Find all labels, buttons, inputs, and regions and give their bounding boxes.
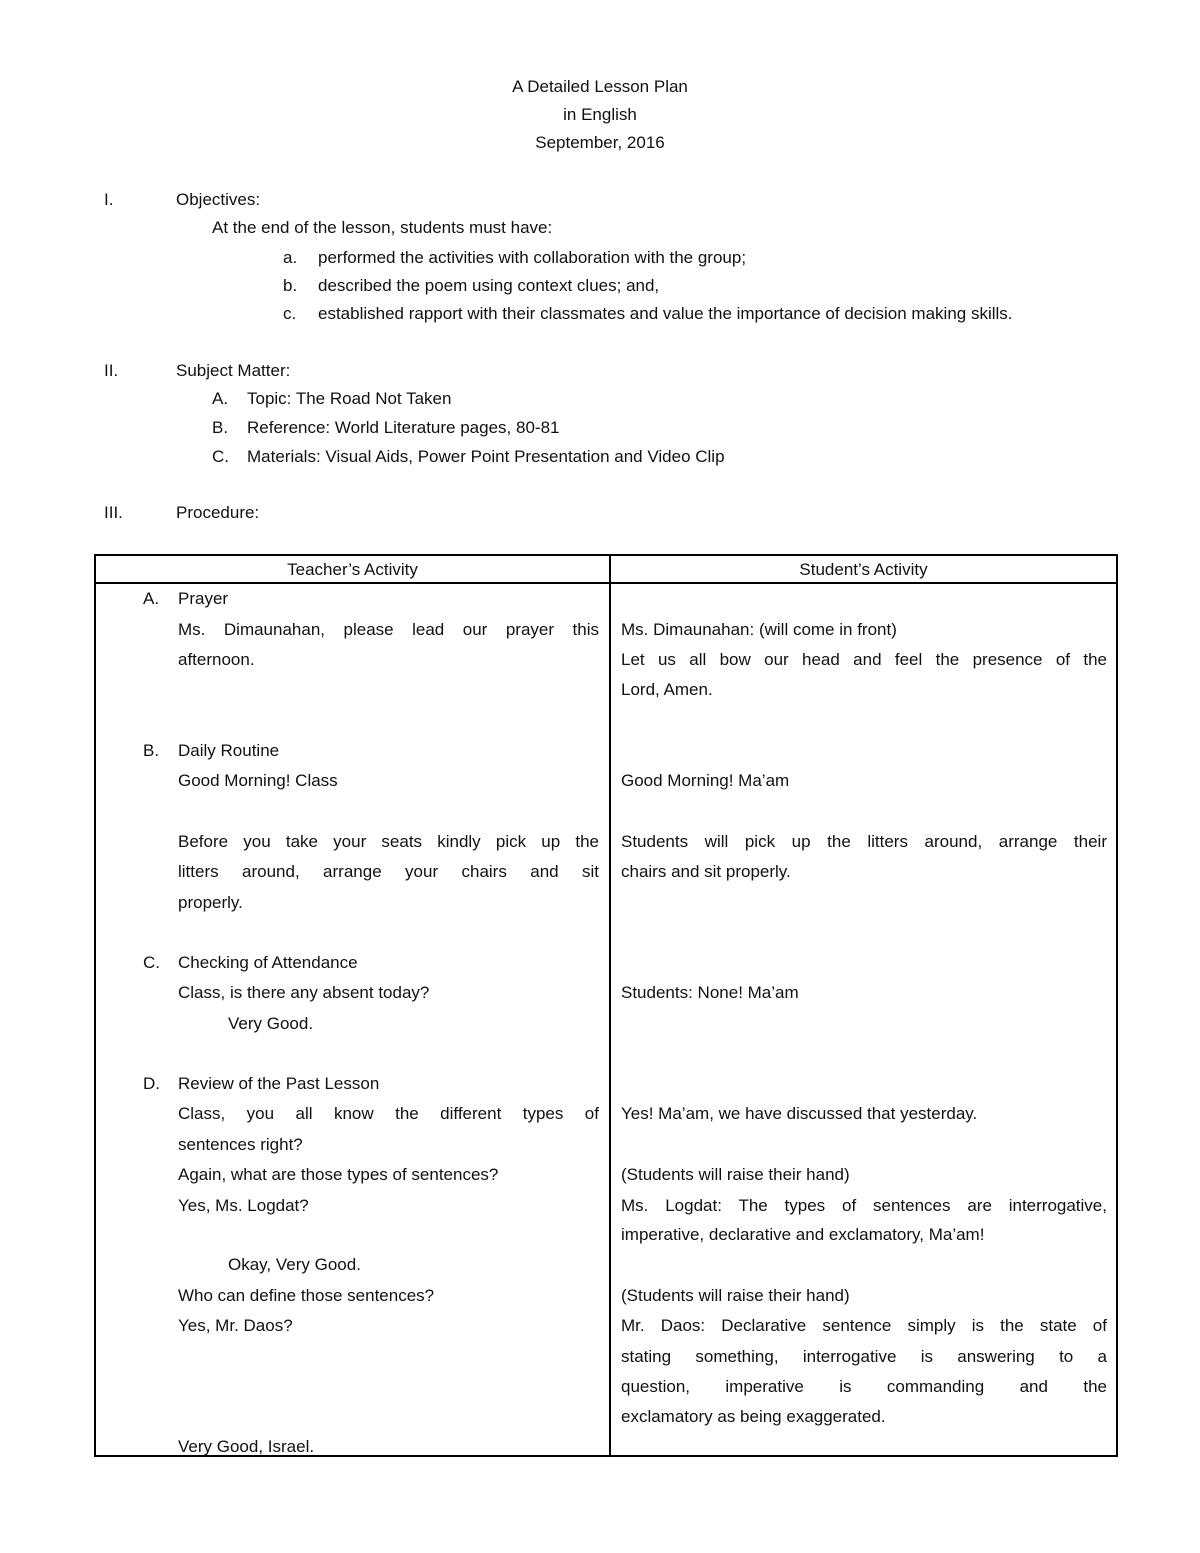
student-line: Students: None! Ma’am	[621, 983, 799, 1002]
step-title-daily-routine: Daily Routine	[178, 741, 280, 760]
subject-matter-marker: A.	[212, 389, 229, 408]
student-activity-header: Student’s Activity	[799, 560, 928, 579]
teacher-line: Before you take your seats kindly pick up the	[178, 832, 599, 851]
step-marker: B.	[143, 741, 160, 760]
student-line: chairs and sit properly.	[621, 862, 791, 881]
student-line: Lord, Amen.	[621, 680, 713, 699]
teacher-line: Ms. Dimaunahan, please lead our prayer this	[178, 620, 599, 639]
step-marker: D.	[143, 1074, 160, 1093]
step-title-prayer: Prayer	[178, 589, 229, 608]
teacher-line: Yes, Mr. Daos?	[178, 1316, 293, 1335]
teacher-line: sentences right?	[178, 1135, 303, 1154]
objectives-intro: At the end of the lesson, students must have:	[212, 218, 553, 237]
teacher-line: Again, what are those types of sentences?	[178, 1165, 499, 1184]
teacher-line: Okay, Very Good.	[228, 1255, 361, 1274]
section-heading-subject-matter: Subject Matter:	[176, 361, 291, 380]
student-line: exclamatory as being exaggerated.	[621, 1407, 886, 1426]
section-numeral-objectives: I.	[104, 190, 114, 209]
objective-item: performed the activities with collaboration with the group;	[318, 248, 747, 267]
student-line: Ms. Logdat: The types of sentences are interrogative,	[621, 1196, 1107, 1215]
student-line: Let us all bow our head and feel the presence of the	[621, 650, 1107, 669]
section-numeral-procedure: III.	[104, 503, 123, 522]
step-title-review: Review of the Past Lesson	[178, 1074, 380, 1093]
subject-matter-reference: Reference: World Literature pages, 80-81	[247, 418, 560, 437]
subject-matter-marker: C.	[212, 447, 229, 466]
student-line: (Students will raise their hand)	[621, 1165, 850, 1184]
document-subject: in English	[563, 105, 637, 124]
teacher-activity-header: Teacher’s Activity	[287, 560, 418, 579]
subject-matter-materials: Materials: Visual Aids, Power Point Presentation and Video Clip	[247, 447, 725, 466]
teacher-line: litters around, arrange your chairs and sit	[178, 862, 599, 881]
teacher-line: Yes, Ms. Logdat?	[178, 1196, 309, 1215]
objective-item: described the poem using context clues; and,	[318, 276, 660, 295]
subject-matter-marker: B.	[212, 418, 229, 437]
teacher-line: Class, is there any absent today?	[178, 983, 430, 1002]
student-line: imperative, declarative and exclamatory, Ma’am!	[621, 1225, 985, 1244]
procedure-table	[94, 554, 1118, 1457]
step-marker: C.	[143, 953, 160, 972]
section-heading-procedure: Procedure:	[176, 503, 260, 522]
table-header-divider	[96, 582, 1116, 584]
teacher-line: Very Good, Israel.	[178, 1437, 315, 1456]
section-heading-objectives: Objectives:	[176, 190, 261, 209]
objective-marker: a.	[283, 248, 298, 267]
table-column-divider	[609, 556, 611, 1455]
objective-marker: b.	[283, 276, 298, 295]
step-marker: A.	[143, 589, 160, 608]
teacher-line: properly.	[178, 893, 243, 912]
teacher-line: Class, you all know the different types of	[178, 1104, 599, 1123]
student-line: Students will pick up the litters around, arrange their	[621, 832, 1107, 851]
student-line: stating something, interrogative is answering to a	[621, 1347, 1107, 1366]
objective-marker: c.	[283, 304, 297, 323]
section-numeral-subject-matter: II.	[104, 361, 119, 380]
objective-item: established rapport with their classmates and value the importance of decision making skills.	[318, 304, 1013, 323]
teacher-line: Good Morning! Class	[178, 771, 338, 790]
subject-matter-topic: Topic: The Road Not Taken	[247, 389, 452, 408]
student-line: question, imperative is commanding and the	[621, 1377, 1107, 1396]
student-line: Yes! Ma’am, we have discussed that yesterday.	[621, 1104, 978, 1123]
teacher-line: Who can define those sentences?	[178, 1286, 435, 1305]
student-line: (Students will raise their hand)	[621, 1286, 850, 1305]
student-line: Ms. Dimaunahan: (will come in front)	[621, 620, 897, 639]
student-line: Mr. Daos: Declarative sentence simply is the state of	[621, 1316, 1107, 1335]
teacher-line: afternoon.	[178, 650, 255, 669]
teacher-line: Very Good.	[228, 1014, 314, 1033]
step-title-attendance: Checking of Attendance	[178, 953, 358, 972]
document-title: A Detailed Lesson Plan	[512, 77, 688, 96]
document-date: September, 2016	[535, 133, 665, 152]
student-line: Good Morning! Ma’am	[621, 771, 790, 790]
